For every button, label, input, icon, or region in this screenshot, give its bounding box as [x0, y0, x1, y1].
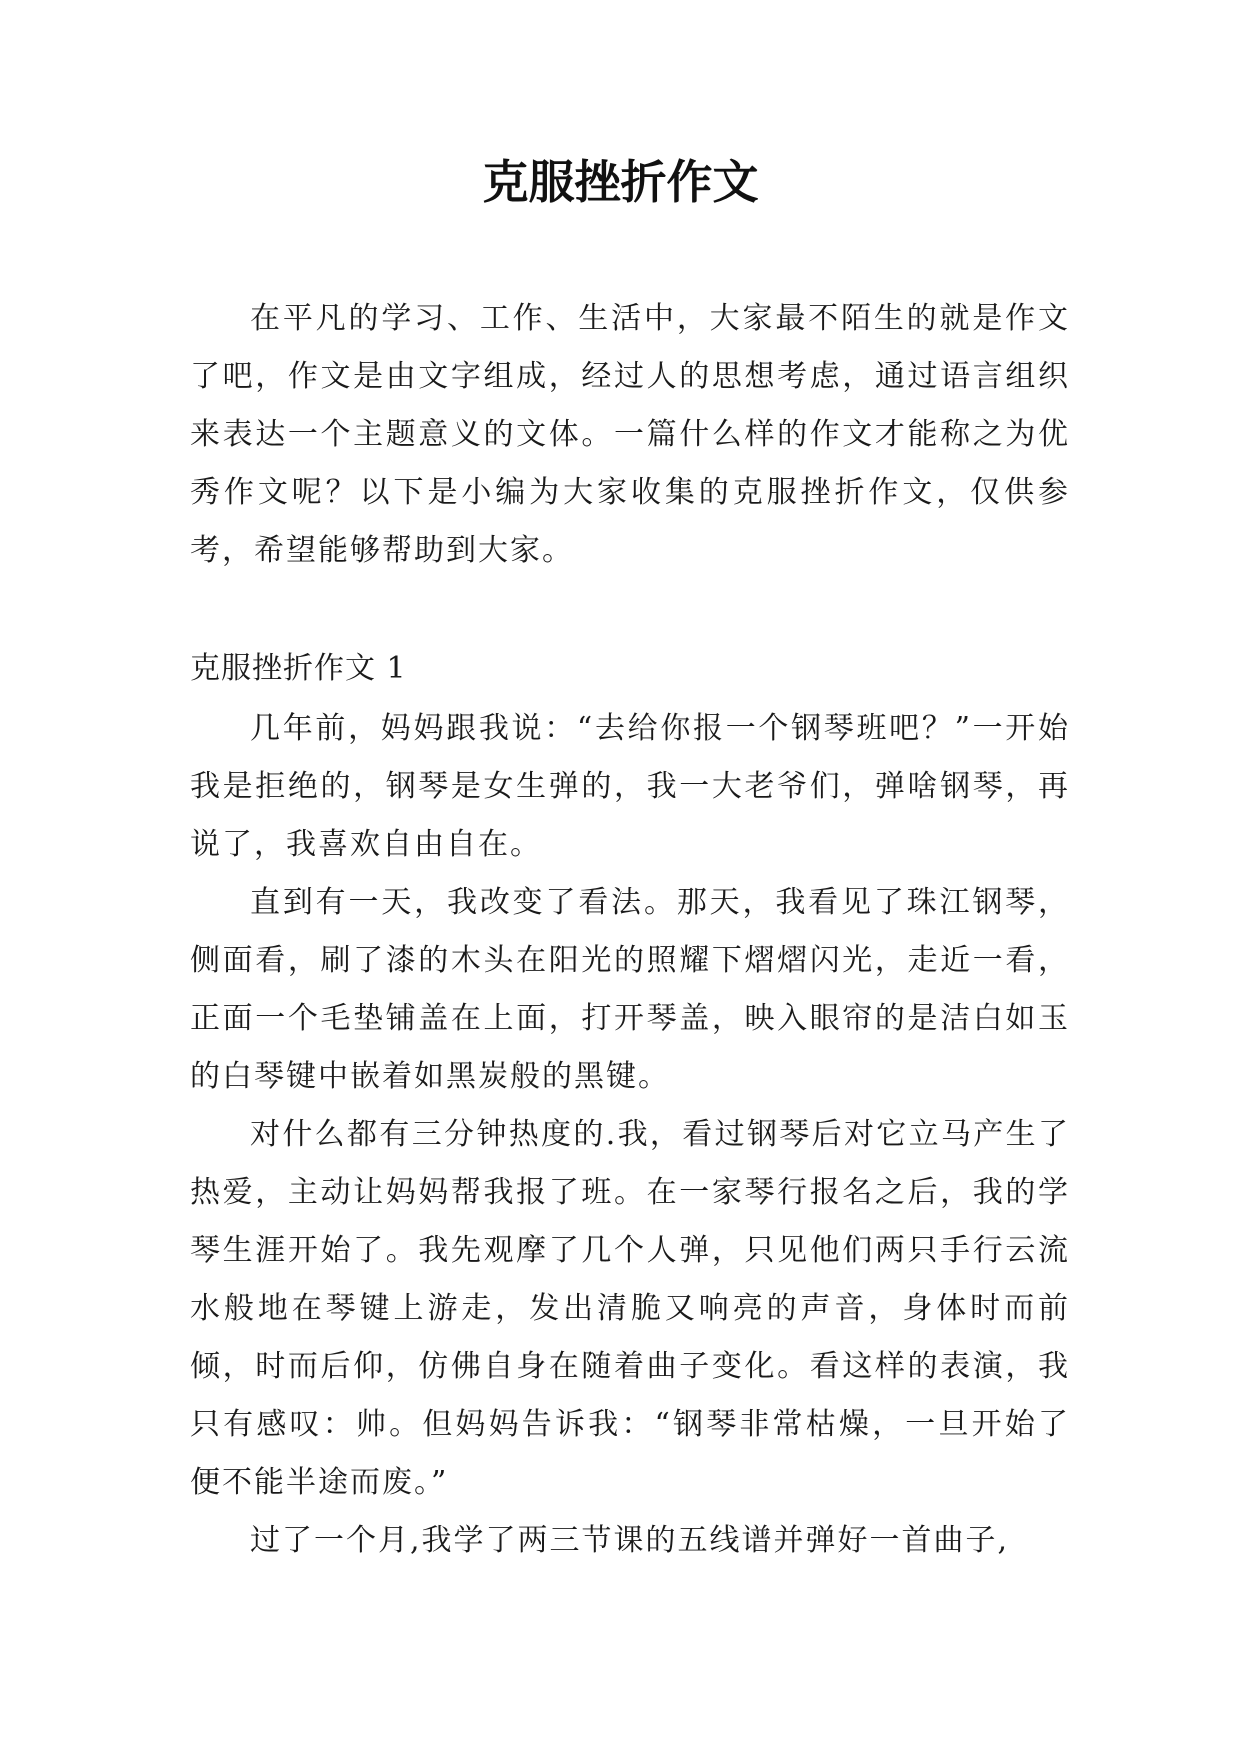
essay-section [190, 640, 1070, 1570]
essay-paragraph-4: 过了一个月,我学了两三节课的五线谱并弹好一首曲子, [250, 1523, 1010, 1558]
section-heading: 克服挫折作文 1 [190, 651, 407, 686]
essay-paragraph-2: 直到有一天，我改变了看法。那天，我看见了珠江钢琴，侧面看，刷了漆的木头在阳光的照耀下熠熠闪光，走近一看，正面一个毛垫铺盖在上面，打开琴盖，映入眼帘的是洁白如玉的白琴键中嵌着如黑炭般的黑键。 [190, 885, 1070, 1094]
intro-paragraph: 在平凡的学习、工作、生活中，大家最不陌生的就是作文了吧，作文是由文字组成，经过人的思想考虑，通过语言组织来表达一个主题意义的文体。一篇什么样的作文才能称之为优秀作文呢？以下是小编为大家收集的克服挫折作文，仅供参考，希望能够帮助到大家。 [190, 301, 1070, 568]
document-title: 克服挫折作文 [482, 155, 759, 209]
intro-block [190, 290, 1070, 580]
essay-paragraph-1: 几年前，妈妈跟我说：“去给你报一个钢琴班吧？”一开始我是拒绝的，钢琴是女生弹的，我一大老爷们，弹啥钢琴，再说了，我喜欢自由自在。 [190, 711, 1070, 862]
essay-paragraph-3: 对什么都有三分钟热度的.我，看过钢琴后对它立马产生了热爱，主动让妈妈帮我报了班。在一家琴行报名之后，我的学琴生涯开始了。我先观摩了几个人弹，只见他们两只手行云流水般地在琴键上游走，发出清脆又响亮的声音，身体时而前倾，时而后仰，仿佛自身在随着曲子变化。看这样的表演，我只有感叹：帅。但妈妈告诉我：“钢琴非常枯燥，一旦开始了便不能半途而废。” [190, 1117, 1070, 1500]
